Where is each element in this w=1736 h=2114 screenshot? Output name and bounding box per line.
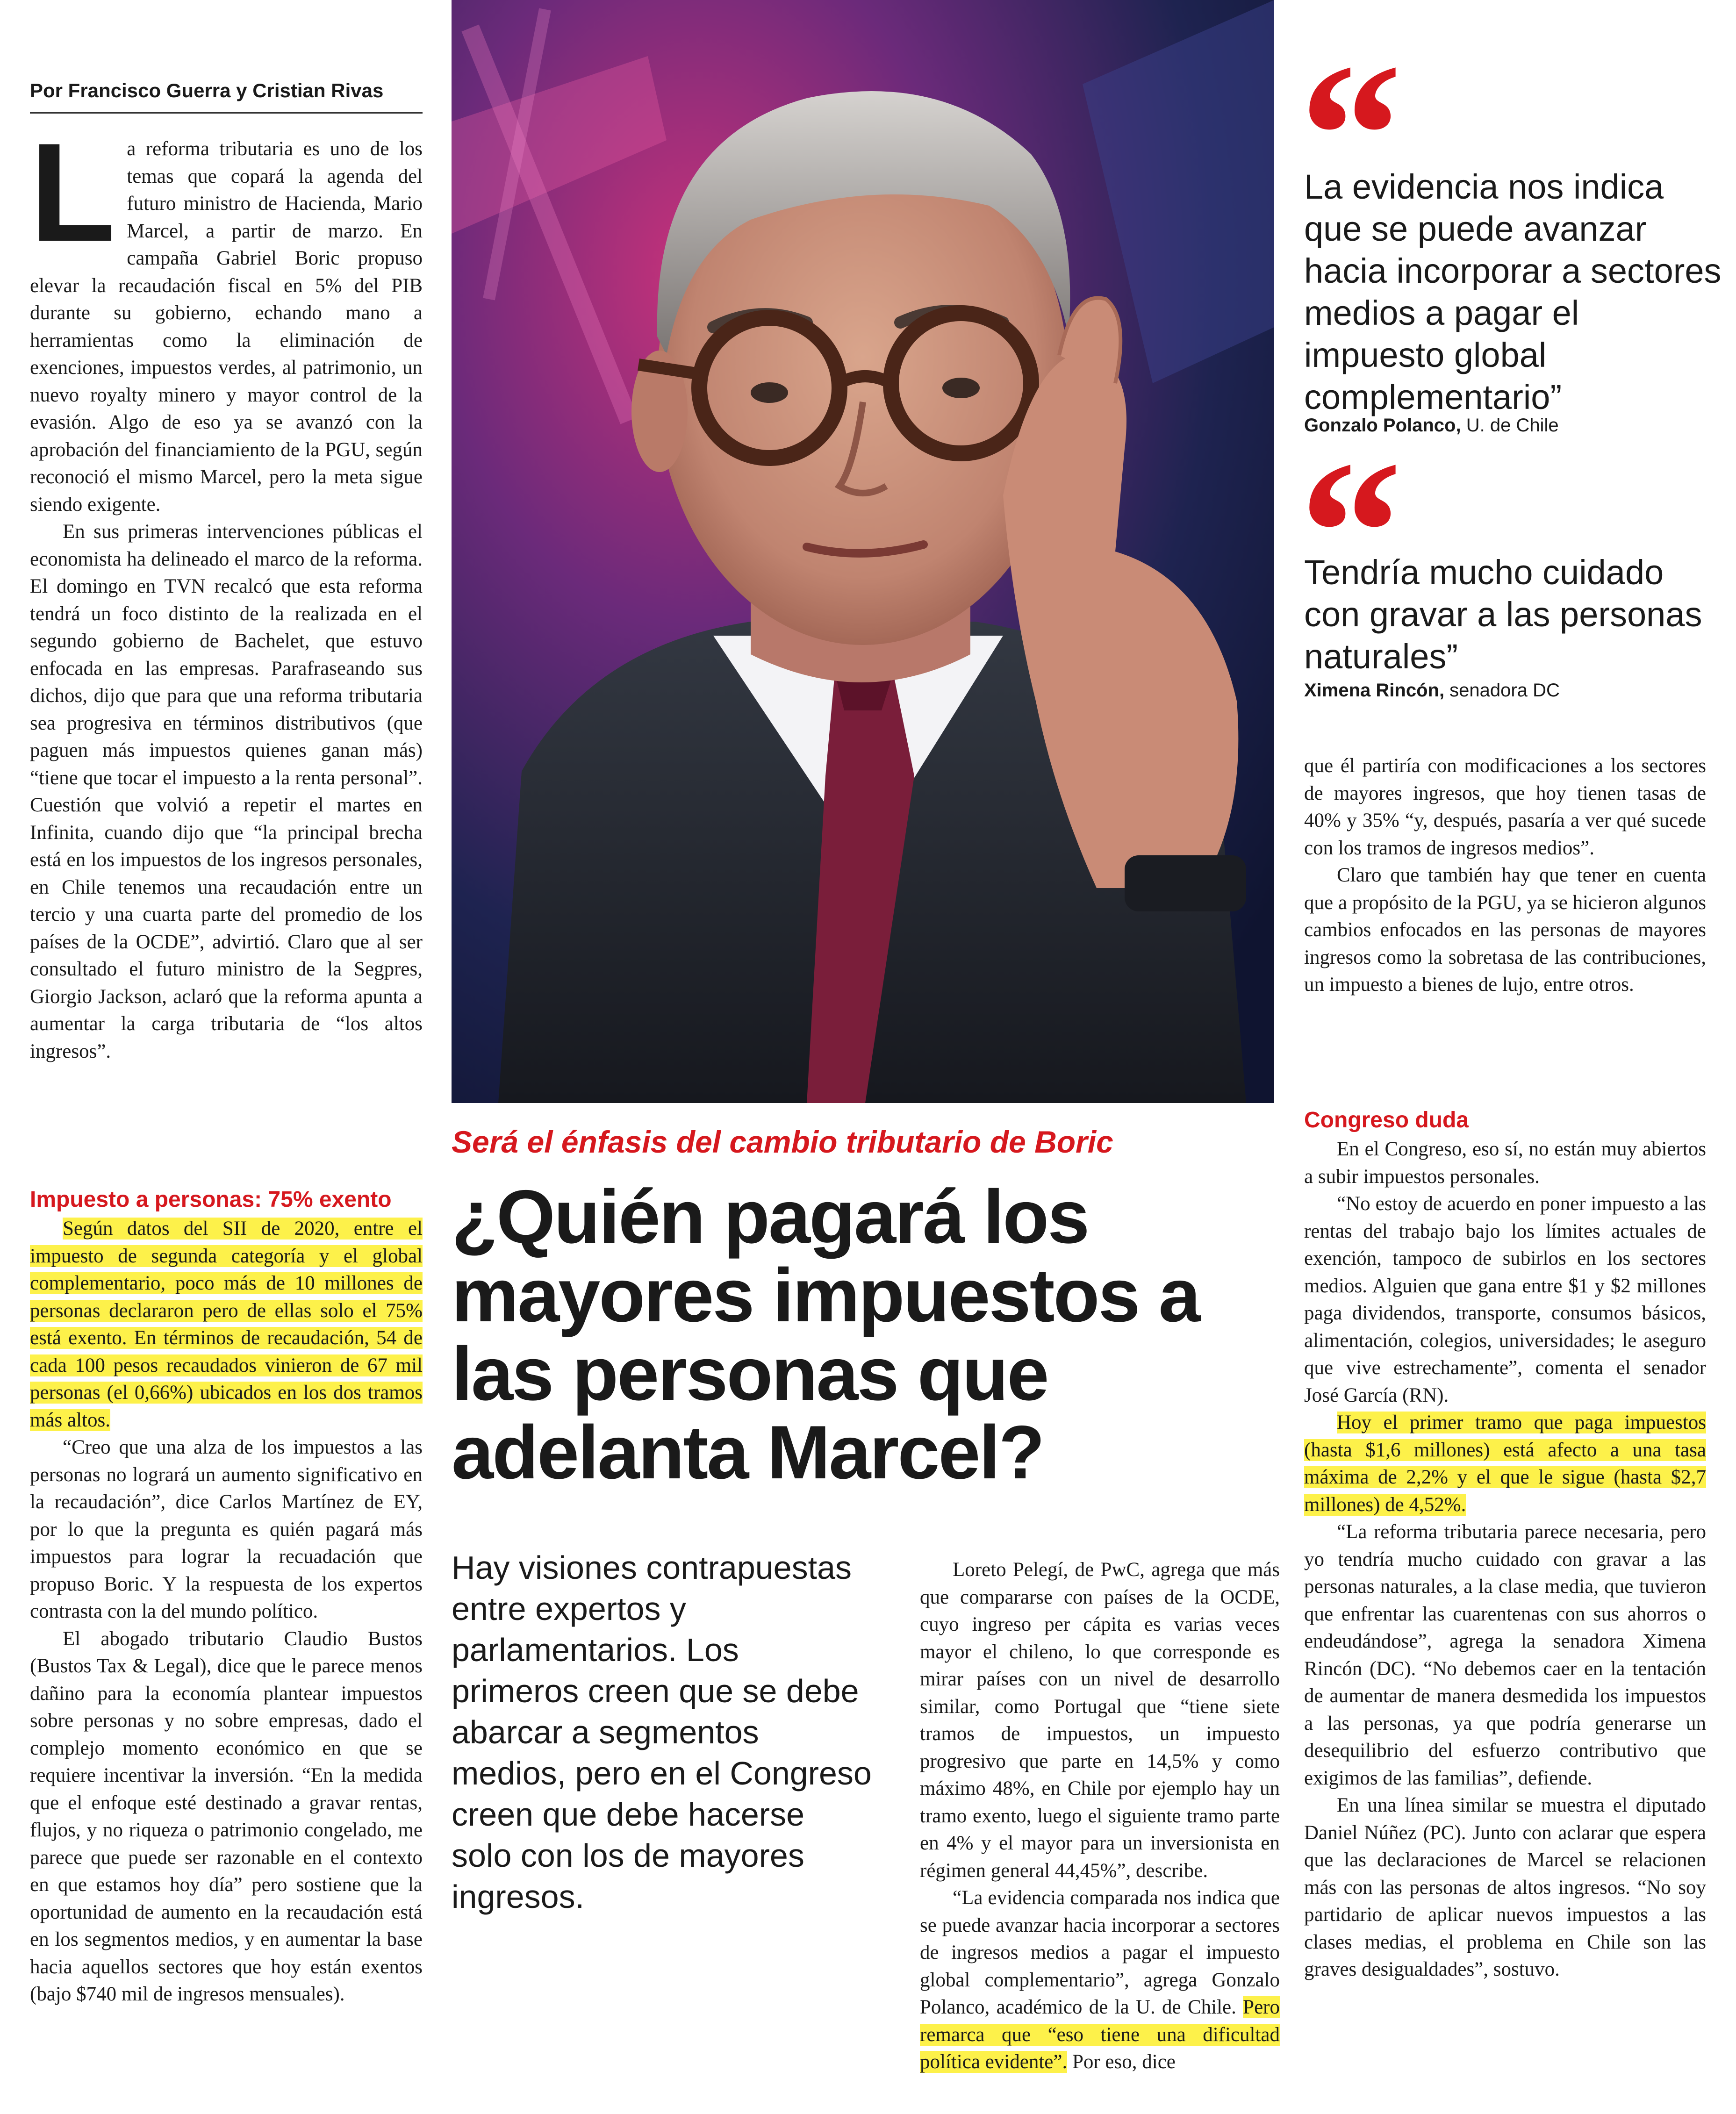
article-paragraph: En el Congreso, eso sí, no están muy abiertos a subir impuestos personales. xyxy=(1304,1138,1706,1188)
drop-cap: L xyxy=(30,114,116,271)
subhead-impuesto-personas: Impuesto a personas: 75% exento xyxy=(30,1187,392,1212)
article-paragraph: Loreto Pelegí, de PwC, agrega que más que compararse con países de la OCDE, cuyo ingreso per cápita es varias veces mayor el chileno, lo que corresponde es mirar países con un nivel de desarrollo similar, como Portugal que “tiene siete tramos de impuestos, un impuesto progresivo que parte en 14,5% y como máximo 48%, en Chile por ejemplo hay un tramo exento, luego el siguiente tramo parte en 4% y el mayor para un inversionista en régimen general 44,45%”, describe. xyxy=(920,1559,1280,1882)
deck: Hay visiones contrapuestas entre expertos y parlamentarios. Los primeros creen que se debe abarcar a segmentos medios, pero en el Congreso creen que debe hacerse solo con los de mayores ingresos. xyxy=(452,1549,872,1915)
headline: ¿Quién pagará los mayores impuestos a las personas que adelanta Marcel? xyxy=(452,1175,1199,1495)
highlight: Hoy el primer tramo que paga impuestos (hasta $1,6 millones) está afecto a una tasa máxima de 2,2% y el que le sigue (hasta $2,7 millones) de 4,52%. xyxy=(1304,1412,1706,1516)
highlighted-paragraph xyxy=(30,1215,423,1434)
article-paragraph: El abogado tributario Claudio Bustos (Bustos Tax & Legal), dice que le parece menos dañino para la economía plantear impuestos sobre personas y no sobre empresas, dado el complejo momento económico en que se requiere incentivar la inversión. “En la medida que el enfoque esté destinado a gravar rentas, flujos, y no riqueza o patrimonio congelado, me parece que puede ser razonable en el contexto en que estamos hoy día” pero sostiene que la oportunidad de aumento en la recaudación está en los segmentos medios, y en aumentar la base hacia aquellos sectores que hoy están exentos (bajo $740 mil de ingresos mensuales). xyxy=(30,1627,423,2005)
kicker: Será el énfasis del cambio tributario de Boric xyxy=(452,1125,1113,1159)
article-paragraph: Claro que también hay que tener en cuenta que a propósito de la PGU, ya se hicieron algunos cambios enfocados en las personas de mayores ingresos como la sobretasa de las contribuciones, un impuesto a bienes de lujo, entre otros. xyxy=(1304,864,1706,996)
pull-quote-attribution xyxy=(1304,415,1725,436)
article-paragraph: En sus primeras intervenciones públicas el economista ha delineado el marco de la reforma. El domingo en TVN recalcó que esta reforma tendrá un foco distinto de la realizada en el segundo gobierno de Bachelet, que estuvo enfocada en las empresas. Parafraseando sus dichos, dijo que para que una reforma tributaria sea progresiva en términos distributivos (que paguen más impuestos quienes ganan más) “tiene que tocar el impuesto a la renta personal”. Cuestión que volvió a repetir el martes en Infinita, cuando dijo que “la principal brecha está en los impuestos de los ingresos personales, en Chile tenemos una recaudación entre un tercio y una cuarta parte del promedio de los países de la OCDE”, advirtió. Claro que al ser consultado el futuro ministro de la Segpres, Giorgio Jackson, aclaró que la reforma apunta a aumentar la carga tributaria de “los altos ingresos”. xyxy=(30,521,423,1062)
highlighted-paragraph xyxy=(1304,1409,1706,1519)
article-paragraph: a reforma tributaria es uno de los temas que copará la agenda del futuro ministro de Hacienda, Mario Marcel, a partir de marzo. En campaña Gabriel Boric propuso elevar la recaudación fiscal en 5% del PIB durante su gobierno, echando mano a herramientas como la eliminación de exenciones, impuestos verdes, al patrimonio, un nuevo royalty minero y mayor control de la evasión. Algo de eso ya se avanzó con la aprobación del financiamiento de la PGU, según reconoció el mismo Marcel, pero la meta sigue siendo exigente. xyxy=(30,138,423,516)
quote-role: senadora DC xyxy=(1444,680,1560,701)
article-paragraph: “La reforma tributaria parece necesaria, pero yo tendría mucho cuidado con gravar a las personas naturales, a la clase media, que tuvieron que enfrentar las cuarentenas con sus ahorros o endeudándose”, agrega la senadora Ximena Rincón (DC). “No debemos caer en la tentación de aumentar de manera desmedida los impuestos a las personas, ya que podría generarse un desequilibrio del esfuerzo contributivo que exigimos de las familias”, defiende. xyxy=(1304,1521,1706,1789)
article-column-left-lower xyxy=(30,1187,423,2008)
quote-author: Ximena Rincón, xyxy=(1304,680,1445,701)
pull-quote-text: Tendría mucho cuidado con gravar a las personas naturales” xyxy=(1304,553,1702,676)
article-paragraph: “No estoy de acuerdo en poner impuesto a las rentas del trabajo bajo los límites actuales de exención, tampoco de subirlos en los sectores medios. Alguien que gana entre $1 y $2 millones paga dividendos, transporte, consumos básicos, alimentación, colegios, universidades; le aseguro que vive estrechamente”, comenta el senador José García (RN). xyxy=(1304,1193,1706,1406)
quote-mark-icon xyxy=(1299,463,1402,556)
portrait-illustration xyxy=(452,0,1274,1103)
subhead-congreso-duda: Congreso duda xyxy=(1304,1108,1469,1132)
portrait-photo xyxy=(452,0,1274,1103)
article-paragraph: “Creo que una alza de los impuestos a las personas no logrará un aumento significativo en la recaudación”, dice Carlos Martínez de EY, por lo que la pregunta es quién pagará más impuestos para lograr la recuadación que propuso Boric. Y la respuesta de los expertos contrasta con la del mundo político. xyxy=(30,1436,423,1622)
pull-quote-attribution xyxy=(1304,680,1725,701)
article-column-left xyxy=(30,114,423,1065)
article-paragraph xyxy=(920,1885,1280,2076)
article-paragraph: que él partiría con modificaciones a los sectores de mayores ingresos, que hoy tienen tasas de 40% y 35% “y, después, pasaría a ver qué sucede con los tramos de ingresos medios”. xyxy=(1304,755,1706,859)
highlight: Según datos del SII de 2020, entre el impuesto de segunda categoría y el global complementario, poco más de 10 millones de personas declararon pero de ellas solo el 75% está exento. En términos de recaudación, 54 de cada 100 pesos recaudados vinieron de 67 mil personas (el 0,66%) ubicados en los dos tramos más altos. xyxy=(30,1218,423,1431)
pull-quote-text: La evidencia nos indica que se puede avanzar hacia incorporar a sectores medios a pagar el impuesto global complementario” xyxy=(1304,167,1722,416)
article-paragraph: En una línea similar se muestra el diputado Daniel Núñez (PC). Junto con aclarar que espera que las declaraciones de Marcel se relacionen más con las personas de altos ingresos. “No soy partidario de aplicar nuevos impuestos a las clases medias, el problema en Chile son las graves desigualdades”, sostuvo. xyxy=(1304,1794,1706,1980)
article-column-right-lower xyxy=(1304,1108,1706,1984)
quote-author: Gonzalo Polanco, xyxy=(1304,415,1461,436)
text-span: Por eso, dice xyxy=(1072,2051,1176,2073)
text-span: “La evidencia comparada nos indica que se puede avanzar hacia incorporar a sectores de ingresos medios a pagar el impuesto global complementario”, agrega Gonzalo Polanco, académico de la U. de Chile. xyxy=(920,1887,1280,2018)
quote-mark-icon xyxy=(1299,65,1402,159)
byline: Por Francisco Guerra y Cristian Rivas xyxy=(30,79,423,114)
article-column-center xyxy=(920,1556,1280,2076)
article-column-right xyxy=(1304,752,1706,999)
highlight: Pero remarca que “eso tiene una dificultad política evidente”. xyxy=(920,1996,1280,2073)
quote-role: U. de Chile xyxy=(1461,415,1559,436)
